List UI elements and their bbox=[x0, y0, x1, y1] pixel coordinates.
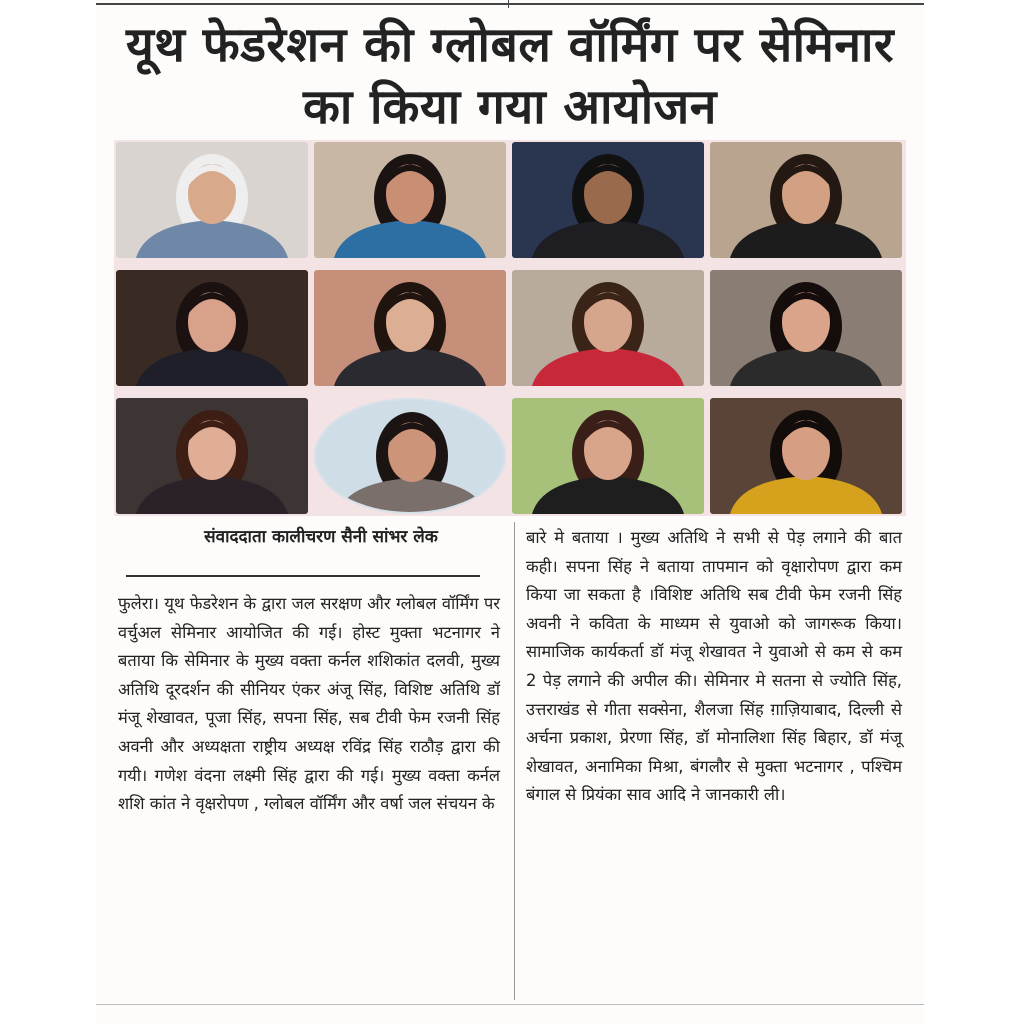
portrait-photo bbox=[314, 142, 506, 258]
bottom-rule bbox=[96, 1004, 924, 1005]
portrait-photo bbox=[710, 270, 902, 386]
article-right-column: बारे मे बताया । मुख्य अतिथि ने सभी से पेड़ लगाने की बात कही। सपना सिंह ने बताया तापमान को वृक्षारोपण द्वारा कम किया जा सकता है ।विशिष्ट अतिथि सब टीवी फेम रजनी सिंह अवनी ने कविता के माध्यम से युवाओ को जागरूक किया। सामाजिक कार्यकर्ता डॉ मंजू शेखावत ने युवाओ से कम से कम 2 पेड़ लगाने की अपील की। सेमिनार मे सतना से ज्योति सिंह, उत्तराखंड से गीता सक्सेना, शैलजा सिंह ग़ाज़ियाबाद, दिल्ली से अर्चना प्रकाश, प्रेरणा सिंह, डॉ मोनालिशा सिंह बिहार, डॉ मंजू शेखावत, अनामिका मिश्रा, बंगलौर से मुक्ता भटनागर , पश्चिम बंगाल से प्रियंका साव आदि ने जानकारी ली। bbox=[526, 528, 902, 805]
portrait-photo bbox=[710, 142, 902, 258]
photo-grid bbox=[114, 140, 906, 516]
portrait-photo bbox=[512, 270, 704, 386]
portrait-image bbox=[512, 270, 704, 386]
portrait-photo bbox=[116, 270, 308, 386]
portrait-photo bbox=[314, 398, 506, 514]
portrait-photo bbox=[710, 398, 902, 514]
headline: यूथ फेडरेशन की ग्लोबल वॉर्मिंग पर सेमिनार का किया गया आयोजन bbox=[125, 17, 895, 135]
top-rule-tick bbox=[508, 0, 509, 8]
portrait-photo bbox=[116, 142, 308, 258]
portrait-image bbox=[710, 398, 902, 514]
portrait-photo bbox=[314, 270, 506, 386]
column-divider bbox=[514, 522, 515, 1000]
portrait-image bbox=[710, 270, 902, 386]
byline-rule bbox=[126, 575, 480, 577]
portrait-image bbox=[316, 400, 506, 514]
portrait-image bbox=[314, 270, 506, 386]
portrait-image bbox=[116, 142, 308, 258]
portrait-photo bbox=[116, 398, 308, 514]
newspaper-clipping bbox=[96, 0, 924, 1024]
portrait-image bbox=[710, 142, 902, 258]
portrait-image bbox=[512, 398, 704, 514]
article-left-column: फुलेरा। यूथ फेडरेशन के द्वारा जल सरक्षण और ग्लोबल वॉर्मिंग पर वर्चुअल सेमिनार आयोजित की गई। होस्ट मुक्ता भटनागर ने बताया कि सेमिनार के मुख्य वक्ता कर्नल शशिकांत दलवी, मुख्य अतिथि दूरदर्शन की सीनियर एंकर अंजू सिंह, विशिष्ट अतिथि डॉ मंजू शेखावत, पूजा सिंह, सपना सिंह, सब टीवी फेम रजनी सिंह अवनी और अध्यक्षता राष्ट्रीय अध्यक्ष रविंद्र सिंह राठौड़ द्वारा की गयी। गणेश वंदना लक्ष्मी सिंह द्वारा की गई। मुख्य वक्ता कर्नल शशि कांत ने वृक्षरोपण , ग्लोबल वॉर्मिंग और वर्षा जल संचयन के bbox=[118, 594, 500, 814]
portrait-image bbox=[116, 398, 308, 514]
portrait-image bbox=[116, 270, 308, 386]
portrait-image bbox=[512, 142, 704, 258]
portrait-image bbox=[314, 142, 506, 258]
byline: संवाददाता कालीचरण सैनी सांभर लेक bbox=[204, 527, 438, 547]
top-rule bbox=[96, 3, 924, 5]
portrait-photo bbox=[512, 142, 704, 258]
portrait-photo bbox=[512, 398, 704, 514]
